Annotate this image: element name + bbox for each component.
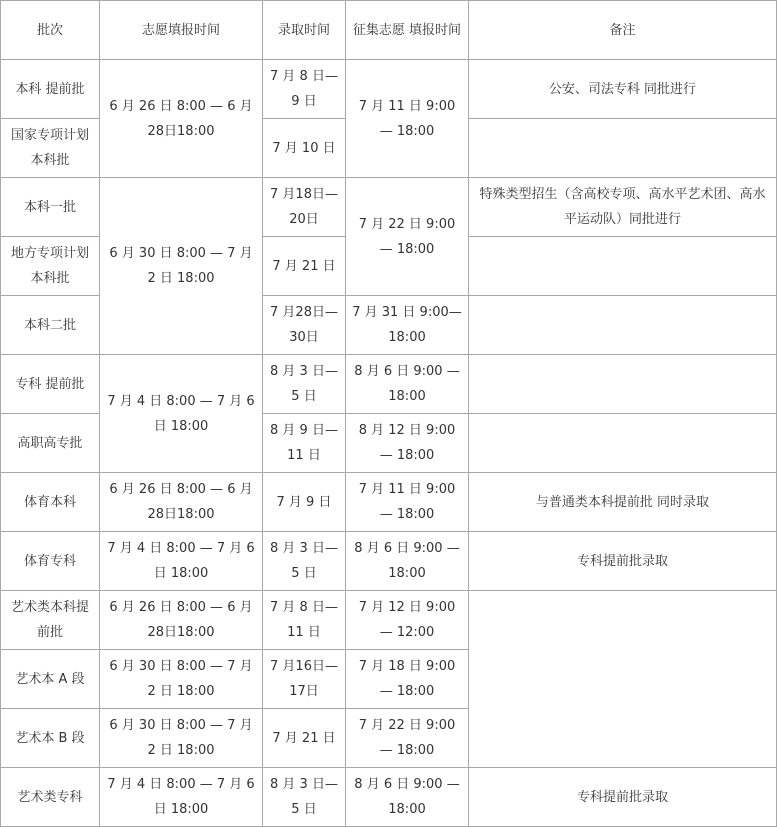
cell-application-time: 6 月 26 日 8:00 — 6 月 28日18:00 bbox=[100, 473, 263, 532]
cell-admission-time: 7 月18日— 20日 bbox=[263, 178, 346, 237]
cell-application-time: 6 月 30 日 8:00 — 7 月 2 日 18:00 bbox=[100, 178, 263, 355]
cell-application-time: 6 月 30 日 8:00 — 7 月 2 日 18:00 bbox=[100, 709, 263, 768]
cell-application-time: 6 月 26 日 8:00 — 6 月 28日18:00 bbox=[100, 591, 263, 650]
cell-solicit-time: 8 月 6 日 9:00 — 18:00 bbox=[346, 768, 469, 827]
table-row bbox=[1, 473, 777, 532]
cell-application-time: 7 月 4 日 8:00 — 7 月 6 日 18:00 bbox=[100, 355, 263, 473]
cell-batch: 专科 提前批 bbox=[1, 355, 100, 414]
header-batch: 批次 bbox=[1, 1, 100, 60]
header-admission-time: 录取时间 bbox=[263, 1, 346, 60]
cell-admission-time: 7 月 8 日— 11 日 bbox=[263, 591, 346, 650]
cell-remarks bbox=[469, 296, 777, 355]
table-row bbox=[1, 768, 777, 827]
cell-batch: 艺术类专科 bbox=[1, 768, 100, 827]
cell-batch: 地方专项计划本科批 bbox=[1, 237, 100, 296]
cell-remarks bbox=[469, 414, 777, 473]
cell-solicit-time: 7 月 22 日 9:00 — 18:00 bbox=[346, 709, 469, 768]
cell-admission-time: 7 月28日— 30日 bbox=[263, 296, 346, 355]
table-row bbox=[1, 591, 777, 650]
cell-admission-time: 8 月 9 日— 11 日 bbox=[263, 414, 346, 473]
cell-batch: 本科一批 bbox=[1, 178, 100, 237]
cell-solicit-time: 7 月 11 日 9:00 — 18:00 bbox=[346, 60, 469, 178]
cell-solicit-time: 7 月 11 日 9:00 — 18:00 bbox=[346, 473, 469, 532]
cell-batch: 艺术本 B 段 bbox=[1, 709, 100, 768]
cell-remarks: 与普通类本科提前批 同时录取 bbox=[469, 473, 777, 532]
cell-remarks: 公安、司法专科 同批进行 bbox=[469, 60, 777, 119]
cell-batch: 本科二批 bbox=[1, 296, 100, 355]
cell-batch: 体育本科 bbox=[1, 473, 100, 532]
table-row bbox=[1, 355, 777, 414]
cell-remarks bbox=[469, 119, 777, 178]
cell-solicit-time: 8 月 6 日 9:00 — 18:00 bbox=[346, 532, 469, 591]
cell-remarks bbox=[469, 237, 777, 296]
cell-application-time: 6 月 30 日 8:00 — 7 月 2 日 18:00 bbox=[100, 650, 263, 709]
cell-admission-time: 8 月 3 日— 5 日 bbox=[263, 355, 346, 414]
cell-solicit-time: 8 月 6 日 9:00 — 18:00 bbox=[346, 355, 469, 414]
cell-application-time: 7 月 4 日 8:00 — 7 月 6 日 18:00 bbox=[100, 768, 263, 827]
cell-admission-time: 7 月 9 日 bbox=[263, 473, 346, 532]
cell-admission-time: 8 月 3 日— 5 日 bbox=[263, 768, 346, 827]
cell-admission-time: 7 月 8 日— 9 日 bbox=[263, 60, 346, 119]
cell-batch: 本科 提前批 bbox=[1, 60, 100, 119]
table-row bbox=[1, 60, 777, 119]
table-row bbox=[1, 532, 777, 591]
table-header-row bbox=[1, 1, 777, 60]
cell-application-time: 6 月 26 日 8:00 — 6 月 28日18:00 bbox=[100, 60, 263, 178]
cell-remarks: 专科提前批录取 bbox=[469, 532, 777, 591]
cell-remarks bbox=[469, 355, 777, 414]
cell-batch: 国家专项计划本科批 bbox=[1, 119, 100, 178]
cell-admission-time: 7 月 10 日 bbox=[263, 119, 346, 178]
cell-application-time: 7 月 4 日 8:00 — 7 月 6 日 18:00 bbox=[100, 532, 263, 591]
cell-solicit-time: 7 月 12 日 9:00 — 12:00 bbox=[346, 591, 469, 650]
cell-solicit-time: 7 月 18 日 9:00 — 18:00 bbox=[346, 650, 469, 709]
cell-admission-time: 7 月 21 日 bbox=[263, 709, 346, 768]
cell-remarks: 专科提前批录取 bbox=[469, 768, 777, 827]
cell-batch: 体育专科 bbox=[1, 532, 100, 591]
cell-solicit-time: 8 月 12 日 9:00 — 18:00 bbox=[346, 414, 469, 473]
header-solicit-time: 征集志愿 填报时间 bbox=[346, 1, 469, 60]
cell-batch: 高职高专批 bbox=[1, 414, 100, 473]
cell-admission-time: 7 月16日— 17日 bbox=[263, 650, 346, 709]
header-remarks: 备注 bbox=[469, 1, 777, 60]
cell-solicit-time: 7 月 31 日 9:00— 18:00 bbox=[346, 296, 469, 355]
cell-remarks: 特殊类型招生（含高校专项、高水平艺术团、高水平运动队）同批进行 bbox=[469, 178, 777, 237]
cell-batch: 艺术类本科提前批 bbox=[1, 591, 100, 650]
cell-remarks bbox=[469, 591, 777, 768]
cell-solicit-time: 7 月 22 日 9:00 — 18:00 bbox=[346, 178, 469, 296]
table-row bbox=[1, 178, 777, 237]
header-application-time: 志愿填报时间 bbox=[100, 1, 263, 60]
cell-admission-time: 8 月 3 日— 5 日 bbox=[263, 532, 346, 591]
cell-admission-time: 7 月 21 日 bbox=[263, 237, 346, 296]
cell-batch: 艺术本 A 段 bbox=[1, 650, 100, 709]
